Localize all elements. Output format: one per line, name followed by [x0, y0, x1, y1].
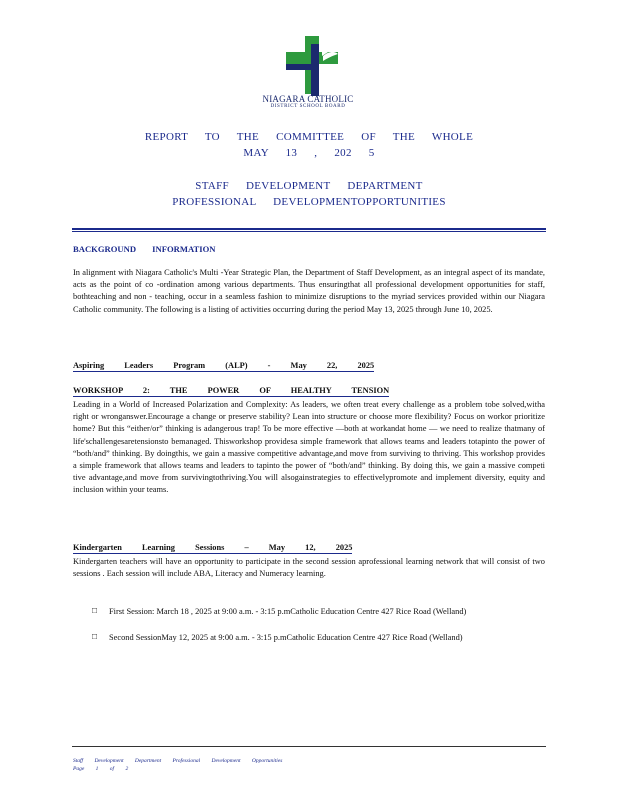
report-title: REPORT TO THE COMMITTEE OF THE WHOLE	[144, 131, 474, 143]
list-item: First Session: March 18 , 2025 at 9:00 a.m. - 3:15 p.mCatholic Education Centre 427 Rice Road (Welland)	[109, 607, 467, 616]
department-title: STAFF DEVELOPMENT DEPARTMENT	[195, 180, 423, 192]
workshop-paragraph: Leading in a World of Increased Polarization and Complexity: As leaders, we often treat every challenge as a problem tobe solved,witha right or wronganswer.Encourage a change or preserve stability? Lean into structure or choose more flexibility? Focus on workor prioritize home? But this “either/or” thinking is adangerous trap! To be more effective —both at workandat home — we need to realize thatmany of life'schallengesaretensionsto bemanaged. Thisworkshop providesa simple framework that allows teams and leaders totapinto the power of “both/and” thinking. By doingthis, we gain a massive competitive advantage,and move from surviving to thriving. This workshop provides a simple framework that allows teams and leaders to tapinto the power of “both/and” thinking. By doing this, we gain a massive competi tive advantage,and move from survivingtothriving.You will alsogainstrategies to effectivelypromote and implement diversity, equity and inclusion within your teams.	[73, 400, 545, 495]
background-paragraph: In alignment with Niagara Catholic's Multi -Year Strategic Plan, the Department of Staff Development, as an integral aspect of its mandate, acts as the point of co -ordination among various departments. Thus ensuringthat all professional development opportunities for staff, bothteaching and non - teaching, occur in a seamless fashion to minimize disruptions to the myriad services provided within our Niagara Catholic community. The following is a listing of activities occurring during the period May 13, 2025 through June 10, 2025.	[73, 268, 545, 314]
header-divider-thin	[72, 231, 546, 232]
footer-divider	[72, 746, 546, 747]
kindergarten-heading: Kindergarten Learning Sessions – May 12, 2025	[73, 543, 353, 552]
section-title: PROFESSIONAL DEVELOPMENTOPPORTUNITIES	[172, 196, 446, 208]
background-heading: BACKGROUND INFORMATION	[73, 244, 216, 254]
header-divider	[72, 228, 546, 230]
footer-text: Staff Development Department Professional Development Opportunities	[73, 758, 283, 764]
checkbox-bullet-icon: □	[92, 606, 98, 615]
workshop-heading: WORKSHOP 2: THE POWER OF HEALTHY TENSION	[73, 386, 390, 395]
org-subtitle: DISTRICT SCHOOL BOARD	[270, 104, 346, 109]
alp-heading: Aspiring Leaders Program (ALP) - May 22, 2025	[73, 361, 375, 370]
page-number: Page 1 of 2	[73, 766, 129, 772]
report-date: MAY 13 , 202 5	[243, 147, 375, 159]
org-name: NIAGARA CATHOLIC	[262, 94, 354, 104]
checkbox-bullet-icon: □	[92, 632, 98, 641]
list-item: Second SessionMay 12, 2025 at 9:00 a.m. - 3:15 p.mCatholic Education Centre 427 Rice Road (Welland)	[109, 633, 463, 642]
kindergarten-paragraph: Kindergarten teachers will have an opportunity to participate in the second session aprofessional learning network that will consist of two sessions . Each session will include ABA, Literacy and Numeracy learning.	[73, 557, 545, 579]
